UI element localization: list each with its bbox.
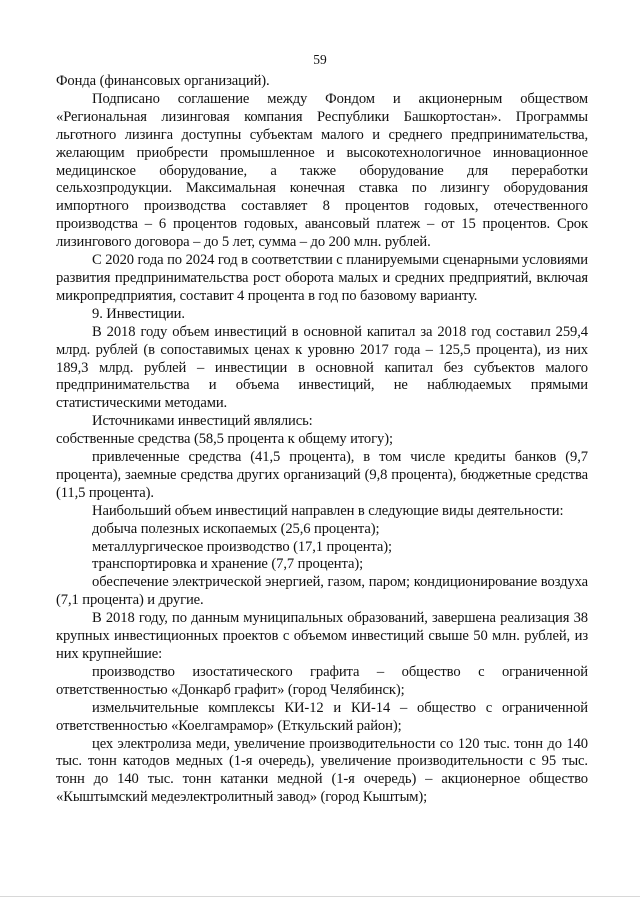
paragraph: Наибольший объем инвестиций направлен в следующие виды деятельности: [92, 502, 564, 519]
page-bottom-edge [0, 896, 640, 897]
paragraph: Подписано соглашение между Фондом и акционерным обществом «Региональная лизинговая компания Республики Башкортостан». Программы льготного лизинга доступны субъектам малого и среднего предпринимательства, желающим приобрести промышленное и высокотехнологичное инновационное медицинское оборудование, а также оборудование для переработки сельхозпродукции. Максимальная конечная ставка по лизингу оборудования импортного производства составляет 8 процентов годовых, отечественного производства – 6 процентов годовых, авансовый платеж – от 15 процентов. Срок лизингового договора – до 5 лет, сумма – до 200 млн. рублей. [56, 90, 588, 251]
document-body [56, 73, 588, 807]
paragraph: измельчительные комплексы КИ-12 и КИ-14 – общество с ограниченной ответственностью «Коелгамрамор» (Еткульский район); [56, 699, 588, 734]
paragraph: транспортировка и хранение (7,7 процента); [92, 556, 364, 573]
paragraph: цех электролиза меди, увеличение производительности со 120 тыс. тонн до 140 тыс. тонн катодов медных (1-я очередь), увеличение производительности с 95 тыс. тонн до 140 тыс. тонн катанки медной (1-я очередь) – акционерное общество «Кыштымский медеэлектролитный завод» (город Кыштым); [56, 735, 588, 806]
paragraph: Фонда (финансовых организаций). [56, 73, 270, 89]
paragraph: привлеченные средства (41,5 процента), в том числе кредиты банков (9,7 процента), заемные средства других организаций (9,8 процента), бюджетные средства (11,5 процента). [56, 449, 588, 501]
paragraph: Источниками инвестиций являлись: [92, 413, 313, 430]
paragraph: В 2018 году объем инвестиций в основной капитал за 2018 год составил 259,4 млрд. рублей (в сопоставимых ценах к уровню 2017 года – 125,5 процента), из них 189,3 млрд. рублей – инвестиции в основной капитал без субъектов малого предпринимательства и объема инвестиций, не наблюдаемых прямыми статистическими методами. [56, 323, 588, 412]
paragraph: металлургическое производство (17,1 процента); [92, 538, 392, 555]
page-number: 59 [313, 52, 327, 67]
paragraph: В 2018 году, по данным муниципальных образований, завершена реализация 38 крупных инвестиционных проектов с объемом инвестиций свыше 50 млн. рублей, из них крупнейшие: [56, 610, 588, 662]
paragraph: 9. Инвестиции. [92, 305, 185, 322]
paragraph: С 2020 года по 2024 год в соответствии с планируемыми сценарными условиями развития предпринимательства рост оборота малых и средних предприятий, включая микропредприятия, составит 4 процента в год по базовому варианту. [56, 252, 588, 304]
paragraph: производство изостатического графита – общество с ограниченной ответственностью «Донкарб графит» (город Челябинск); [56, 663, 588, 698]
paragraph: обеспечение электрической энергией, газом, паром; кондиционирование воздуха (7,1 процента) и другие. [56, 574, 588, 609]
paragraph: собственные средства (58,5 процента к общему итогу); [56, 431, 393, 448]
paragraph: добыча полезных ископаемых (25,6 процента); [92, 520, 380, 537]
